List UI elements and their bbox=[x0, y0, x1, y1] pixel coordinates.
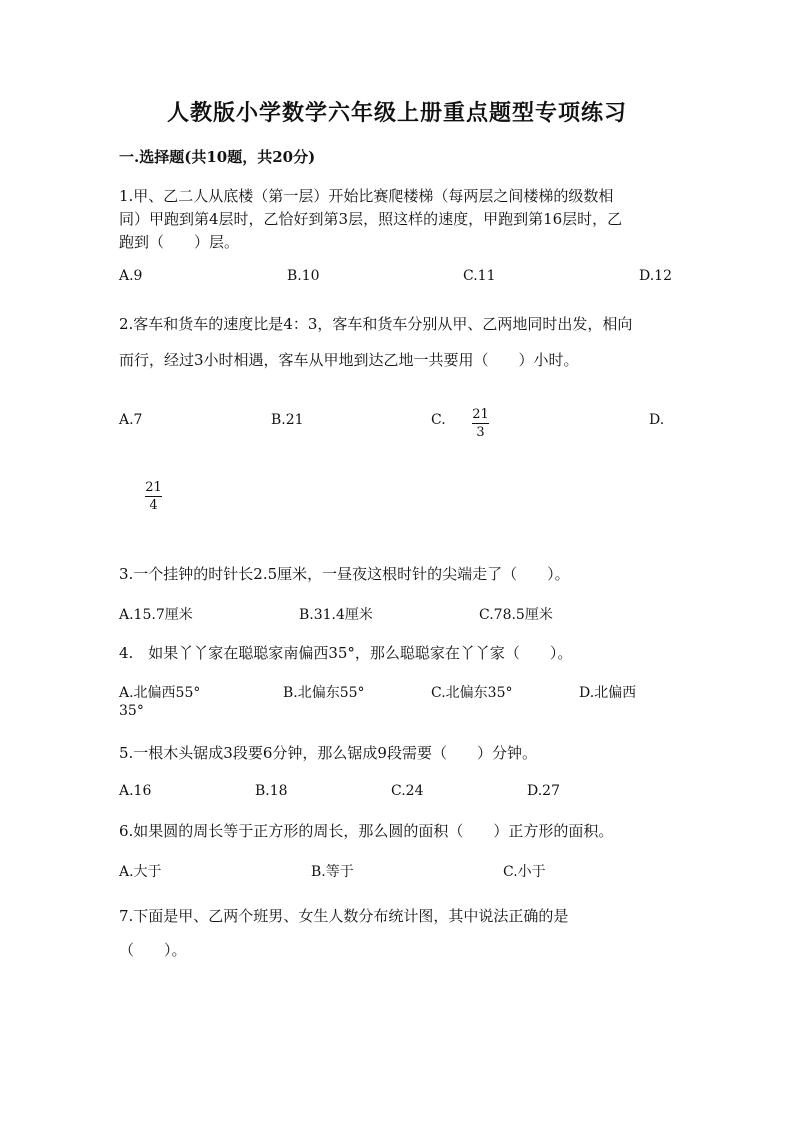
q3-option-b: B.31.4厘米 bbox=[299, 607, 373, 623]
fraction-denominator: 4 bbox=[149, 498, 158, 513]
q2-option-d-fraction bbox=[145, 480, 162, 513]
q3-option-a: A.15.7厘米 bbox=[119, 607, 193, 623]
q6-option-b: B.等于 bbox=[311, 864, 354, 880]
page-title: 人教版小学数学六年级上册重点题型专项练习 bbox=[166, 100, 627, 126]
question-1-line-2: 同）甲跑到第4层时，乙恰好到第3层，照这样的速度，甲跑到第16层时，乙 bbox=[119, 210, 623, 228]
q4-option-d-wrap: 35° bbox=[119, 703, 144, 719]
question-4: 4. 如果丫丫家在聪聪家南偏西35°，那么聪聪家在丫丫家（ ）。 bbox=[119, 644, 573, 662]
question-2 bbox=[119, 306, 679, 378]
question-2-line-2: 而行，经过3小时相遇，客车从甲地到达乙地一共要用（ ）小时。 bbox=[119, 351, 579, 369]
q5-option-c: C.24 bbox=[391, 783, 424, 799]
question-5: 5.一根木头锯成3段要6分钟，那么锯成9段需要（ ）分钟。 bbox=[119, 744, 537, 762]
fraction-bar bbox=[472, 423, 489, 424]
q5-option-d: D.27 bbox=[527, 783, 560, 799]
fraction-bar bbox=[145, 496, 162, 497]
question-7-line-2: （ ）。 bbox=[119, 941, 187, 959]
question-1 bbox=[119, 185, 679, 254]
q1-option-c: C.11 bbox=[463, 268, 496, 284]
q5-option-b: B.18 bbox=[255, 783, 288, 799]
question-7-line-1: 7.下面是甲、乙两个班男、女生人数分布统计图，其中说法正确的是 bbox=[119, 907, 569, 925]
fraction-denominator: 3 bbox=[476, 425, 485, 440]
question-1-line-1: 1.甲、乙二人从底楼（第一层）开始比赛爬楼梯（每两层之间楼梯的级数相 bbox=[119, 187, 614, 205]
q1-option-d: D.12 bbox=[639, 268, 672, 284]
q5-option-a: A.16 bbox=[119, 783, 152, 799]
q4-option-a: A.北偏西55° bbox=[119, 685, 201, 701]
question-7 bbox=[119, 899, 679, 967]
section-heading: 一.选择题(共10题，共20分) bbox=[119, 148, 316, 166]
q2-option-c-fraction bbox=[472, 407, 489, 440]
q2-option-b: B.21 bbox=[271, 412, 304, 428]
q1-option-a: A.9 bbox=[119, 268, 143, 284]
question-1-line-3: 跑到（ ）层。 bbox=[119, 233, 240, 251]
q4-option-d: D.北偏西 bbox=[579, 685, 637, 701]
q2-option-d: D. bbox=[649, 412, 665, 428]
question-2-line-1: 2.客车和货车的速度比是4：3，客车和货车分别从甲、乙两地同时出发，相向 bbox=[119, 315, 633, 333]
q6-option-a: A.大于 bbox=[119, 864, 162, 880]
q3-option-c: C.78.5厘米 bbox=[479, 607, 553, 623]
question-6: 6.如果圆的周长等于正方形的周长，那么圆的面积（ ）正方形的面积。 bbox=[119, 822, 614, 840]
q6-option-c: C.小于 bbox=[503, 864, 546, 880]
question-3: 3.一个挂钟的时针长2.5厘米，一昼夜这根时针的尖端走了（ ）。 bbox=[119, 565, 570, 583]
q2-option-c: C. bbox=[431, 412, 446, 428]
q2-option-a: A.7 bbox=[119, 412, 143, 428]
q4-option-b: B.北偏东55° bbox=[283, 685, 365, 701]
fraction-numerator: 21 bbox=[472, 407, 489, 422]
q1-option-b: B.10 bbox=[287, 268, 320, 284]
fraction-numerator: 21 bbox=[145, 480, 162, 495]
q4-option-c: C.北偏东35° bbox=[431, 685, 513, 701]
